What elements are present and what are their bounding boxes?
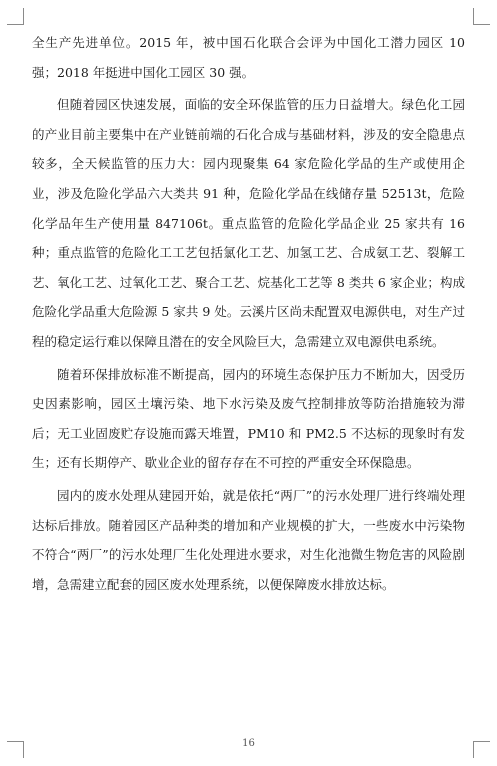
paragraph-environmental-pressure: 随着环保排放标准不断提高，园内的环境生态保护压力不断加大，因受历史因素影响，园区土壤污染、地下水污染及废气控制排放等防治措施较为滞后；无工业固废贮存设施而露天堆置，PM10 和 PM2.5 不达标的现象时有发生；还有长期停产、歇业企业的留存存在不可控的严重安全环保隐患。: [32, 366, 465, 471]
page-number: 16: [242, 738, 255, 749]
paragraph-continuation: 全生产先进单位。2015 年，被中国石化联合会评为中国化工潜力园区 10 强；2018 年挺进中国化工园区 30 强。: [32, 35, 465, 80]
crop-mark-top-left: [7, 8, 24, 25]
crop-mark-top-right: [473, 8, 490, 25]
paragraph-safety-pressure: 但随着园区快速发展，面临的安全环保监管的压力日益增大。绿色化工园的产业目前主要集中在产业链前端的石化合成与基础材料，涉及的安全隐患点较多，全天候监管的压力大：园内现聚集 64 家危险化学品的生产或使用企业，涉及危险化学品六大类共 91 种，危险化学品在线储存量 52513t，危险化学品年生产使用量 847106t。重点监管的危险化学品企业 25 家共有 16 种；重点监管的危险化工工艺包括氯化工艺、加氢工艺、合成氨工艺、裂解工艺、氧化工艺、过氧化工艺、聚合工艺、烷基化工艺等 8 类共 6 家企业；构成危险化学品重大危险源 5 家共 9 处。云溪片区尚未配置双电源供电，对生产过程的稳定运行难以保障且潜在的安全风险巨大，急需建立双电源供电系统。: [32, 97, 465, 349]
paragraph-wastewater: 园内的废水处理从建园开始，就是依托“两厂”的污水处理厂进行终端处理达标后排放。随着园区产品种类的增加和产业规模的扩大，一些废水中污染物不符合“两厂”的污水处理厂生化处理进水要求，对生化池微生物危害的风险剧增，急需建立配套的园区废水处理系统，以便保障废水排放达标。: [32, 487, 465, 592]
document-body: [32, 28, 465, 602]
